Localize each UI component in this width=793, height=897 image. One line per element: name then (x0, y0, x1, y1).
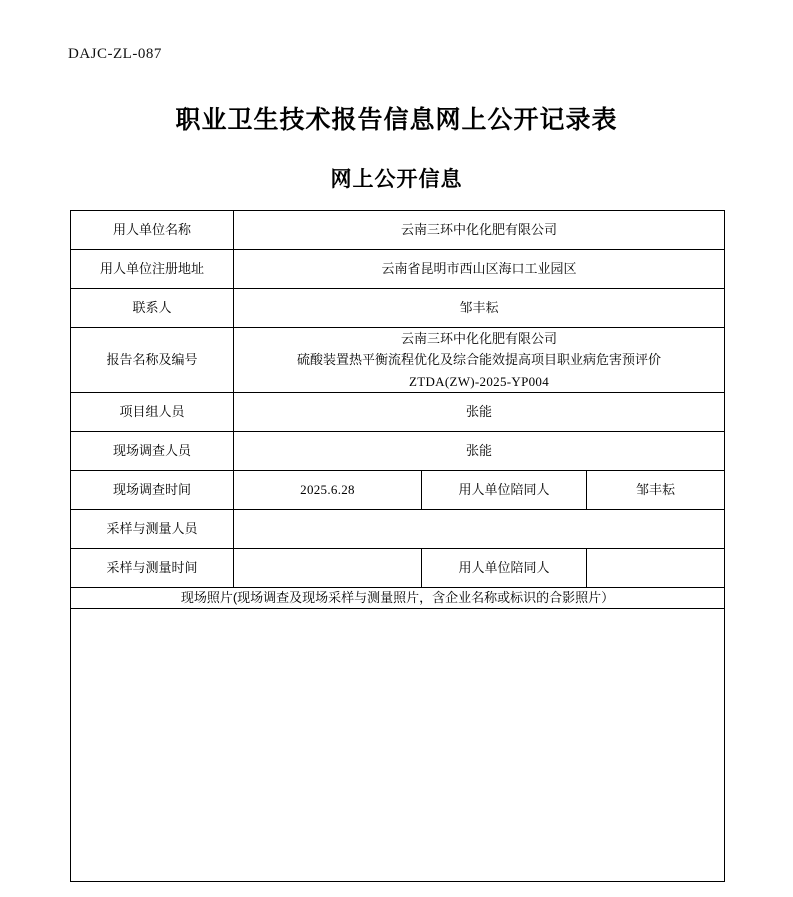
report-line-1: 云南三环中化化肥有限公司 (401, 331, 558, 346)
report-line-2: 硫酸装置热平衡流程优化及综合能效提高项目职业病危害预评价 (297, 352, 662, 368)
project-team-value: 张能 (234, 393, 725, 432)
site-survey-accompany-label: 用人单位陪同人 (422, 471, 587, 510)
site-photo-header: 现场照片(现场调查及现场采样与测量照片，含企业名称或标识的合影照片） (71, 588, 725, 609)
table-row (71, 393, 725, 432)
site-survey-staff-value: 张能 (234, 432, 725, 471)
employer-address-label: 用人单位注册地址 (71, 250, 234, 289)
sampling-time-value (234, 549, 422, 588)
site-survey-time-value: 2025.6.28 (234, 471, 422, 510)
table-row (71, 471, 725, 510)
report-name-value (234, 328, 725, 393)
employer-name-label: 用人单位名称 (71, 211, 234, 250)
table-row (71, 609, 725, 882)
employer-name-value: 云南三环中化化肥有限公司 (234, 211, 725, 250)
site-survey-accompany-value: 邹丰耘 (587, 471, 725, 510)
site-photo-area (71, 609, 725, 882)
sampling-accompany-label: 用人单位陪同人 (422, 549, 587, 588)
report-name-label: 报告名称及编号 (71, 328, 234, 393)
table-row (71, 432, 725, 471)
table-row (71, 510, 725, 549)
employer-address-value: 云南省昆明市西山区海口工业园区 (234, 250, 725, 289)
site-survey-staff-label: 现场调查人员 (71, 432, 234, 471)
table-row (71, 289, 725, 328)
page-subtitle: 网上公开信息 (330, 167, 463, 191)
contact-person-value: 邹丰耘 (234, 289, 725, 328)
report-line-3: ZTDA(ZW)-2025-YP004 (409, 373, 550, 389)
table-row (71, 211, 725, 250)
page-title: 职业卫生技术报告信息网上公开记录表 (175, 105, 618, 134)
table-row (71, 250, 725, 289)
disclosure-form-table (70, 210, 725, 882)
project-team-label: 项目组人员 (71, 393, 234, 432)
table-row (71, 328, 725, 393)
sampling-staff-label: 采样与测量人员 (71, 510, 234, 549)
table-row (71, 549, 725, 588)
sampling-staff-value (234, 510, 725, 549)
sampling-accompany-value (587, 549, 725, 588)
site-survey-time-label: 现场调查时间 (71, 471, 234, 510)
sampling-time-label: 采样与测量时间 (71, 549, 234, 588)
contact-person-label: 联系人 (71, 289, 234, 328)
document-code: DAJC-ZL-087 (68, 46, 162, 62)
table-row (71, 588, 725, 609)
